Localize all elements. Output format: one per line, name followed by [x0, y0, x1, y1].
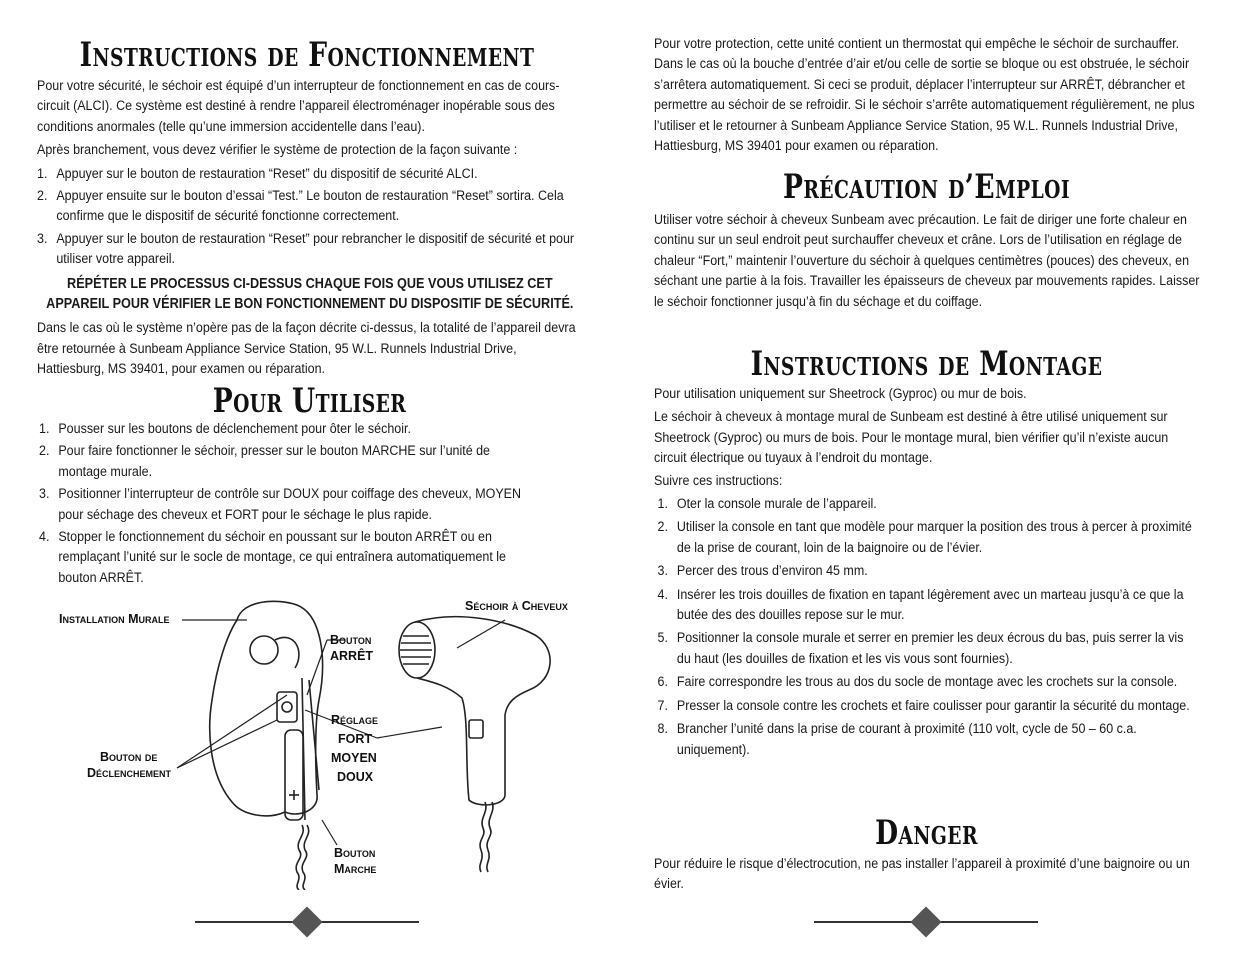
list-item-number: 1. [657, 496, 668, 513]
list-item-text: Presser la console contre les crochets et faire coulisser pour garantir la sécurité du montage. [676, 697, 1190, 714]
label-bouton-arret-1: Bouton [330, 633, 372, 647]
label-fort: FORT [338, 732, 373, 746]
use-steps-list [39, 419, 532, 588]
label-sechoir-a-cheveux: Séchoir à Cheveux [465, 599, 568, 613]
danger-paragraph [654, 854, 1200, 895]
list-item-number: 6. [657, 674, 668, 691]
list-item [37, 164, 583, 184]
montage-steps-list [658, 494, 1200, 760]
montage-intro-3: Suivre ces instructions: [654, 472, 783, 489]
intro-check-paragraph: Après branchement, vous devez vérifier le système de protection de la façon suivante : [37, 142, 518, 159]
list-item-text: Pour faire fonctionner le séchoir, presser sur le bouton MARCHE sur l’unité de montage murale. [58, 443, 491, 480]
list-item-number: 5. [657, 630, 668, 647]
heading-instructions-fonctionnement: Instructions de Fonctionnement [79, 35, 535, 75]
label-installation-murale: Installation Murale [59, 612, 170, 626]
list-item-text: Faire correspondre les trous au dos du socle de montage avec les crochets sur la console. [676, 674, 1178, 691]
list-item-text: Utiliser la console en tant que modèle pour marquer la position des trous à percer à proximité de la prise de courant, loin de la baignoire ou de l’évier. [676, 519, 1192, 556]
list-item [39, 527, 532, 588]
list-item [658, 696, 1200, 716]
list-item [37, 229, 583, 270]
list-item [39, 419, 532, 439]
list-item [658, 585, 1200, 626]
right-footer-diamond [910, 906, 941, 937]
list-item-text: Positionner la console murale et serrer en premier les deux écrous du bas, puis serrer la vis du haut (les douilles de fixation et les vis vous sont fournies). [676, 630, 1184, 667]
label-bouton-declenchement-1: Bouton de [100, 750, 158, 764]
label-bouton-marche-2: Marche [334, 862, 377, 876]
thermostat-paragraph [654, 34, 1200, 156]
list-item-text: Appuyer sur le bouton de restauration “Reset” pour rebrancher le dispositif de sécurité et pour utiliser votre appareil. [56, 230, 575, 268]
list-item [37, 186, 583, 227]
thermostat-text: Pour votre protection, cette unité contient un thermostat qui empêche le séchoir de surchauffer. Dans le cas où la bouche d’entrée d’air et/ou celle de sortie se bloque ou est obstruée, le séchoir s’arrêtera automatiquement. Si ceci se produit, déplacer l’interrupteur sur ARRÊT, débrancher et permettre au séchoir de se refroidir. Si le séchoir s’arrête automatiquement régulièrement, ne plus l’utiliser et le retourner à Sunbeam Appliance Service Station, 95 W.L. Runnels Industrial Drive, Hattiesburg, MS 39401 pour examen ou réparation. [654, 36, 1195, 155]
list-item-text: Brancher l’unité dans la prise de courant à proximité (110 volt, cycle de 50 – 60 c.a. uniquement). [676, 721, 1137, 758]
list-item-text: Appuyer sur le bouton de restauration “Reset” du dispositif de sécurité ALCI. [56, 165, 478, 182]
list-item-number: 8. [657, 721, 668, 738]
list-item-number: 4. [657, 586, 668, 603]
list-item [658, 561, 1200, 581]
list-item-text: Pousser sur les boutons de déclenchement pour ôter le séchoir. [58, 421, 411, 437]
list-item-text: Appuyer ensuite sur le bouton d’essai “Test.” Le bouton de restauration “Reset” sortira. Cela confirme que le dispositif de sécurité fonctionne correctement. [56, 188, 564, 225]
montage-intro-1: Pour utilisation uniquement sur Sheetrock (Gyproc) ou mur de bois. [654, 386, 1027, 402]
precaution-paragraph [654, 210, 1200, 312]
heading-precaution-emploi: Précaution d’Emploi [783, 167, 1070, 207]
left-footer-diamond [291, 906, 322, 937]
fonctionnement-body [37, 76, 583, 380]
return-paragraph: Dans le cas où le système n’opère pas de la façon décrite ci-dessus, la totalité de l’appareil devra être retournée à Sunbeam Appliance Service Station, 95 W.L. Runnels Industrial Drive, Hattiesburg, MS 39401, pour examen ou réparation. [37, 320, 576, 378]
intro-paragraph: Pour votre sécurité, le séchoir est équipé d’un interrupteur de fonctionnement en cas de cours-circuit (ALCI). Ce système est destiné à rendre l’appareil électroménager inopérable sous des conditions anormales (telle qu’une immersion accidentelle dans l’eau). [37, 78, 560, 135]
list-item-number: 2. [39, 443, 50, 460]
montage-intro-2: Le séchoir à cheveux à montage mural de Sunbeam est destiné à être utilisé uniquement sur Sheetrock (Gyproc) ou murs de bois. Pour le montage mural, bien vérifier qu’il n’existe aucun circuit électrique ou tuyaux à l’endroit du montage. [654, 409, 1169, 467]
label-moyen: MOYEN [331, 751, 377, 765]
hairdryer-diagram [37, 590, 582, 890]
label-bouton-declenchement-2: Déclenchement [87, 766, 172, 780]
list-item [658, 517, 1200, 558]
list-item [658, 628, 1200, 669]
list-item-text: Positionner l’interrupteur de contrôle sur DOUX pour coiffage des cheveux, MOYEN pour séchage des cheveux et FORT pour le séchage le plus rapide. [58, 486, 522, 523]
precaution-text: Utiliser votre séchoir à cheveux Sunbeam avec précaution. Le fait de diriger une forte chaleur en continu sur un seul endroit peut surchauffer cheveux et crâne. Lors de l’utilisation en réglage de chaleur “Fort,” maintenir l’ouverture du séchoir à quelques centimètres (pouces) des cheveux, en séchant une partie à la fois. Travailler les épaisseurs de cheveux par mouvements rapides. Laisser le séchoir fonctionner jusqu’à fin du séchage et du coiffage. [654, 212, 1200, 310]
check-steps-list [37, 164, 583, 270]
warning-text: RÉPÉTER LE PROCESSUS CI-DESSUS CHAQUE FOIS QUE VOUS UTILISEZ CET APPAREIL POUR VÉRIFIER LE BON FONCTIONNEMENT DU DISPOSITIF DE SÉCURITÉ. [46, 275, 574, 313]
list-item [658, 494, 1200, 514]
list-item-text: Stopper le fonctionnement du séchoir en poussant sur le bouton ARRÊT ou en remplaçant l’unité sur le socle de montage, ce qui entraînera automatiquement le bouton ARRÊT. [58, 529, 507, 586]
heading-instructions-montage: Instructions de Montage [750, 344, 1103, 384]
list-item-text: Insérer les trois douilles de fixation en tapant légèrement avec un marteau jusqu’à ce que la butée des des douilles repose sur le mur. [676, 586, 1184, 624]
list-item-text: Oter la console murale de l’appareil. [676, 496, 877, 513]
list-item-number: 7. [657, 697, 668, 714]
list-item-number: 2. [37, 188, 48, 205]
list-item-number: 2. [657, 519, 668, 536]
label-bouton-arret-2: ARRÊT [330, 649, 374, 663]
label-doux: DOUX [337, 770, 374, 784]
list-item-number: 1. [39, 421, 50, 437]
list-item [658, 672, 1200, 692]
heading-danger: Danger [875, 813, 978, 853]
list-item-number: 3. [657, 563, 668, 580]
list-item-number: 3. [37, 230, 48, 247]
montage-body [654, 384, 1200, 760]
list-item-number: 3. [39, 486, 50, 503]
list-item-number: 4. [39, 529, 50, 546]
heading-pour-utiliser: Pour Utiliser [212, 381, 407, 421]
list-item [39, 441, 532, 482]
list-item [39, 484, 532, 525]
list-item-text: Percer des trous d’environ 45 mm. [676, 563, 868, 580]
list-item [658, 719, 1200, 760]
hairdryer-illustration [37, 590, 582, 890]
danger-text: Pour réduire le risque d’électrocution, ne pas installer l’appareil à proximité d’une baignoire ou un évier. [654, 856, 1190, 893]
list-item-number: 1. [37, 165, 48, 182]
label-bouton-marche-1: Bouton [334, 846, 376, 860]
label-reglage: Réglage [331, 713, 379, 727]
